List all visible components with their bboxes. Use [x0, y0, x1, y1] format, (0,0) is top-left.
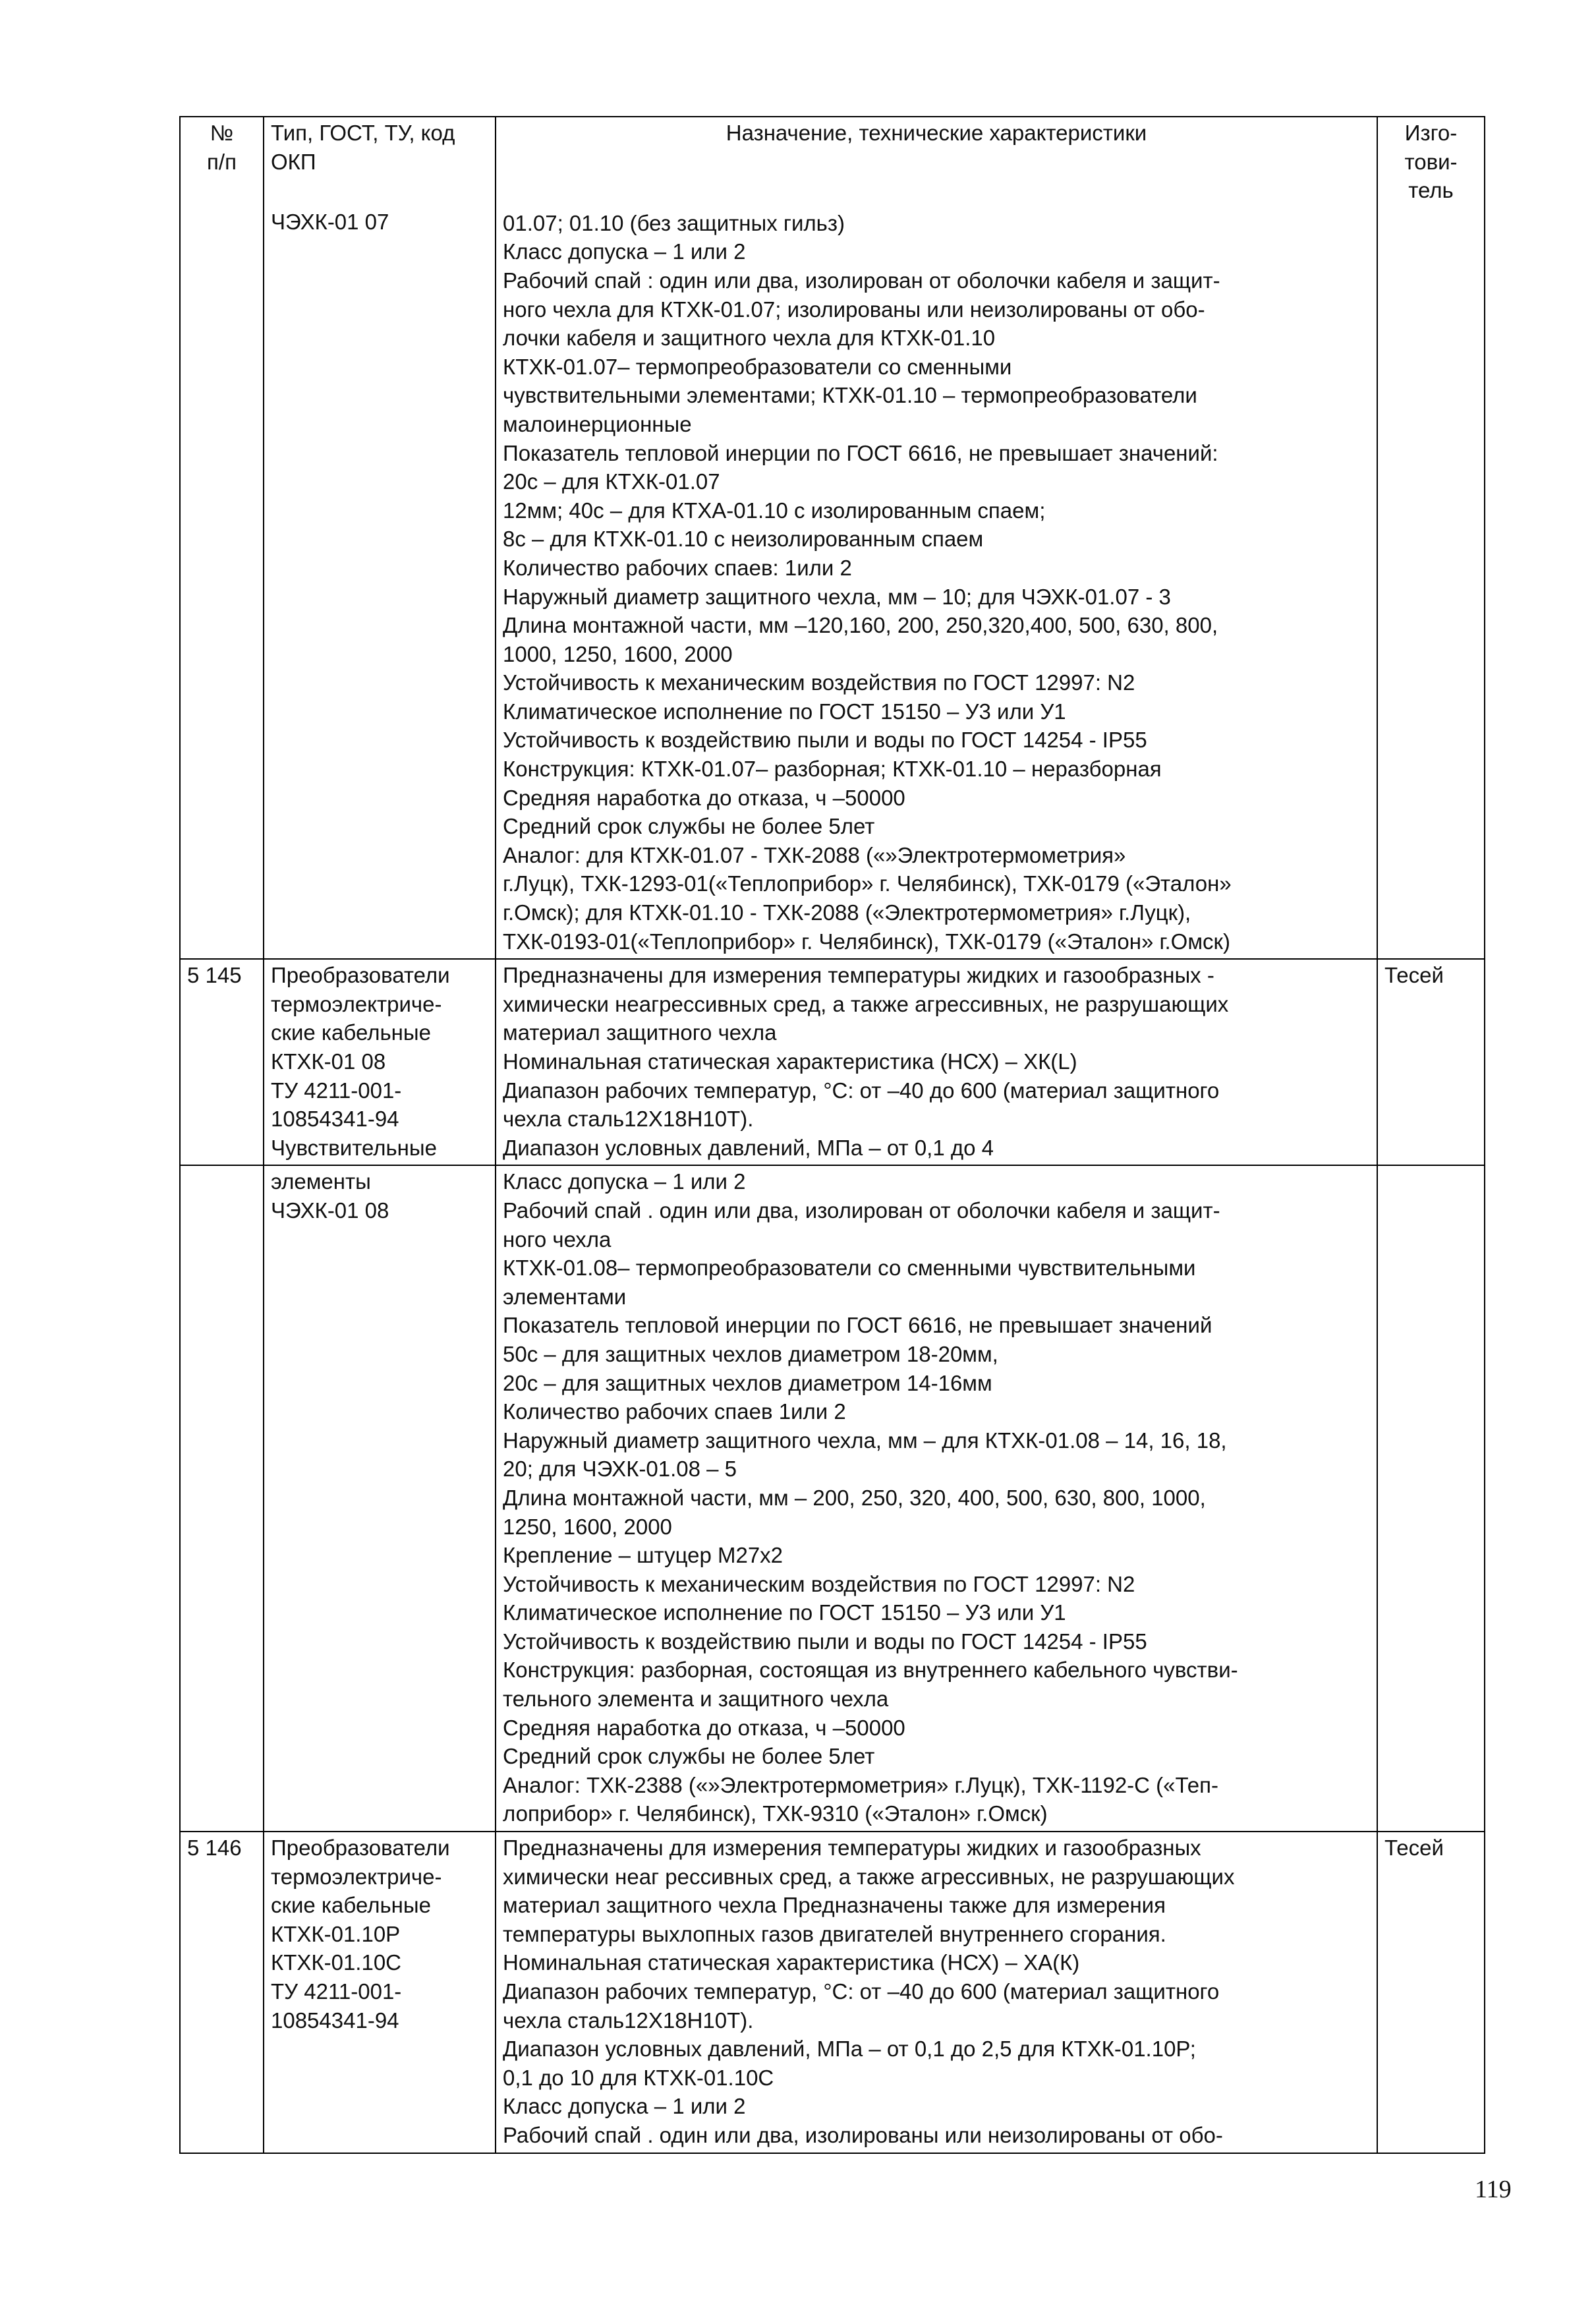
description-line: 1250, 1600, 2000 — [503, 1514, 672, 1539]
row-number — [180, 1165, 264, 1832]
row-maker — [1377, 1832, 1485, 2153]
description-line: КТХК-01.07– термопреобразователи со сменными — [503, 354, 1012, 379]
table-row — [180, 959, 1485, 1165]
description-line: Количество рабочих спаев 1или 2 — [503, 1399, 846, 1424]
type-line: ЧЭХК-01 08 — [271, 1198, 389, 1223]
description-line: Класс допуска – 1 или 2 — [503, 239, 746, 264]
description-line: г.Луцк), ТХК-1293-01(«Теплоприбор» г. Челябинск), ТХК-0179 («Эталон» — [503, 871, 1232, 896]
type-line: ТУ 4211-001- — [271, 1979, 402, 2004]
table-row — [180, 1165, 1485, 1832]
description-line: Средняя наработка до отказа, ч –50000 — [503, 1715, 905, 1740]
row-number — [180, 208, 264, 959]
header-maker: Изго- тови- тель — [1377, 117, 1485, 208]
description-line: материал защитного чехла Предназначены также для измерения — [503, 1893, 1166, 1918]
description-line: тельного элемента и защитного чехла — [503, 1687, 889, 1712]
description-line: Устойчивость к механическим воздействия по ГОСТ 12997: N2 — [503, 1571, 1135, 1596]
type-line: Преобразователи — [271, 963, 450, 988]
description-line: Класс допуска – 1 или 2 — [503, 2094, 746, 2119]
description-line: Класс допуска – 1 или 2 — [503, 1169, 746, 1194]
description-line: химически неаг рессивных сред, а также агрессивных, не разрушающих — [503, 1864, 1235, 1889]
description-line: Наружный диаметр защитного чехла, мм – для КТХК-01.08 – 14, 16, 18, — [503, 1428, 1227, 1453]
description-line: 20с – для КТХК-01.07 — [503, 469, 720, 494]
description-line: 01.07; 01.10 (без защитных гильз) — [503, 210, 845, 235]
description-line: Количество рабочих спаев: 1или 2 — [503, 555, 852, 580]
row-number — [180, 959, 264, 1165]
description-line: ного чехла для КТХК-01.07; изолированы или неизолированы от обо- — [503, 297, 1205, 322]
header-description: Назначение, технические характеристики — [496, 117, 1377, 208]
type-line: ТУ 4211-001- — [271, 1078, 402, 1103]
description-line: 12мм; 40с – для КТХА-01.10 с изолированным спаем; — [503, 498, 1046, 523]
row-number — [180, 1832, 264, 2153]
description-line: Аналог: ТХК-2388 («»Электротермометрия» г.Луцк), ТХК-1192-С («Теп- — [503, 1772, 1219, 1797]
row-description — [496, 959, 1377, 1165]
description-line: ТХК-0193-01(«Теплоприбор» г. Челябинск), ТХК-0179 («Эталон» г.Омск) — [503, 929, 1230, 954]
description-line: Диапазон условных давлений, МПа – от 0,1 до 4 — [503, 1135, 994, 1160]
maker-text: Тесей — [1384, 963, 1444, 988]
type-line: КТХК-01 08 — [271, 1049, 386, 1074]
maker-text: Тесей — [1384, 1836, 1444, 1861]
header-number: № п/п — [180, 117, 264, 208]
table-header-row — [180, 117, 1485, 208]
description-line: Номинальная статическая характеристика (НСХ) – ХК(L) — [503, 1049, 1077, 1074]
description-line: КТХК-01.08– термопреобразователи со сменными чувствительными — [503, 1256, 1196, 1281]
description-line: Рабочий спай : один или два, изолирован от оболочки кабеля и защит- — [503, 268, 1220, 293]
description-line: Диапазон рабочих температур, °С: от –40 до 600 (материал защитного — [503, 1979, 1220, 2004]
description-line: Конструкция: КТХК-01.07– разборная; КТХК-01.10 – неразборная — [503, 757, 1162, 782]
row-maker — [1377, 1165, 1485, 1832]
description-line: Показатель тепловой инерции по ГОСТ 6616, не превышает значений — [503, 1313, 1212, 1338]
description-line: Устойчивость к механическим воздействия по ГОСТ 12997: N2 — [503, 670, 1135, 695]
type-line: КТХК-01.10С — [271, 1950, 402, 1975]
description-line: Средняя наработка до отказа, ч –50000 — [503, 785, 905, 810]
row-type — [264, 1165, 496, 1832]
description-line: ного чехла — [503, 1227, 612, 1252]
description-line: Номинальная статическая характеристика (НСХ) – ХА(К) — [503, 1950, 1080, 1975]
row-description — [496, 208, 1377, 959]
description-line: Длина монтажной части, мм –120,160, 200, 250,320,400, 500, 630, 800, — [503, 613, 1218, 638]
description-line: 50с – для защитных чехлов диаметром 18-20мм, — [503, 1341, 998, 1366]
description-line: Диапазон рабочих температур, °С: от –40 до 600 (материал защитного — [503, 1078, 1220, 1103]
row-type — [264, 1832, 496, 2153]
description-line: малоинерционные — [503, 411, 692, 436]
type-line: термоэлектриче- — [271, 991, 442, 1016]
type-line: Чувствительные — [271, 1135, 437, 1160]
description-line: Рабочий спай . один или два, изолированы или неизолированы от обо- — [503, 2122, 1223, 2147]
description-line: 1000, 1250, 1600, 2000 — [503, 641, 733, 666]
description-line: 20; для ЧЭХК-01.08 – 5 — [503, 1457, 737, 1482]
row-maker — [1377, 959, 1485, 1165]
description-line: Наружный диаметр защитного чехла, мм – 10; для ЧЭХК-01.07 - 3 — [503, 584, 1171, 609]
description-line: Средний срок службы не более 5лет — [503, 1744, 875, 1769]
description-line: Рабочий спай . один или два, изолирован от оболочки кабеля и защит- — [503, 1198, 1220, 1223]
row-maker — [1377, 208, 1485, 959]
header-type: Тип, ГОСТ, ТУ, код ОКП — [264, 117, 496, 208]
row-description — [496, 1832, 1377, 2153]
type-line: термоэлектриче- — [271, 1864, 442, 1889]
description-line: чехла сталь12Х18Н10Т). — [503, 2008, 754, 2033]
description-line: Показатель тепловой инерции по ГОСТ 6616, не превышает значений: — [503, 440, 1218, 465]
description-line: г.Омск); для КТХК-01.10 - ТХК-2088 («Электротермометрия» г.Луцк), — [503, 900, 1191, 925]
type-line: 10854341-94 — [271, 1107, 399, 1132]
description-line: температуры выхлопных газов двигателей внутреннего сгорания. — [503, 1921, 1166, 1946]
row-number-text: 5 146 — [187, 1836, 242, 1861]
description-line: 20с – для защитных чехлов диаметром 14-16мм — [503, 1370, 992, 1395]
row-type — [264, 959, 496, 1165]
description-line: материал защитного чехла — [503, 1020, 777, 1045]
description-line: Устойчивость к воздействию пыли и воды по ГОСТ 14254 - IP55 — [503, 728, 1147, 753]
type-line: 10854341-94 — [271, 2008, 399, 2033]
description-line: Длина монтажной части, мм – 200, 250, 320, 400, 500, 630, 800, 1000, — [503, 1485, 1206, 1510]
description-line: Средний срок службы не более 5лет — [503, 814, 875, 839]
description-line: лоприбор» г. Челябинск), ТХК-9310 («Эталон» г.Омск) — [503, 1801, 1048, 1826]
type-line: ские кабельные — [271, 1020, 431, 1045]
description-line: Крепление – штуцер М27х2 — [503, 1543, 784, 1568]
type-line: ские кабельные — [271, 1893, 431, 1918]
description-line: Диапазон условных давлений, МПа – от 0,1 до 2,5 для КТХК-01.10Р; — [503, 2037, 1196, 2062]
type-line: Преобразователи — [271, 1836, 450, 1861]
type-line: ЧЭХК-01 07 — [271, 209, 389, 234]
description-line: лочки кабеля и защитного чехла для КТХК-01.10 — [503, 326, 996, 351]
type-line: КТХК-01.10Р — [271, 1921, 401, 1946]
description-line: Предназначены для измерения температуры жидких и газообразных — [503, 1836, 1201, 1861]
description-line: Климатическое исполнение по ГОСТ 15150 – У3 или У1 — [503, 699, 1066, 724]
row-number-text: 5 145 — [187, 963, 242, 988]
description-line: Устойчивость к воздействию пыли и воды по ГОСТ 14254 - IP55 — [503, 1629, 1147, 1654]
description-line: Климатическое исполнение по ГОСТ 15150 – У3 или У1 — [503, 1600, 1066, 1625]
table-row — [180, 1832, 1485, 2153]
description-line: химически неагрессивных сред, а также агрессивных, не разрушающих — [503, 991, 1229, 1016]
description-line: Конструкция: разборная, состоящая из внутреннего кабельного чувстви- — [503, 1658, 1238, 1683]
description-line: элементами — [503, 1284, 627, 1309]
type-line: элементы — [271, 1169, 371, 1194]
table-row — [180, 208, 1485, 959]
description-line: Предназначены для измерения температуры жидких и газообразных - — [503, 963, 1214, 988]
row-description — [496, 1165, 1377, 1832]
page-number: 119 — [1475, 2176, 1512, 2203]
description-line: чехла сталь12Х18Н10Т). — [503, 1107, 754, 1132]
specification-table — [179, 116, 1485, 2154]
description-line: чувствительными элементами; КТХК-01.10 – термопреобразователи — [503, 383, 1197, 408]
description-line: Аналог: для КТХК-01.07 - ТХК-2088 («»Электротермометрия» — [503, 842, 1126, 867]
table-body — [180, 208, 1485, 2153]
description-line: 8с – для КТХК-01.10 с неизолированным спаем — [503, 527, 984, 552]
row-type — [264, 208, 496, 959]
description-line: 0,1 до 10 для КТХК-01.10С — [503, 2065, 774, 2090]
